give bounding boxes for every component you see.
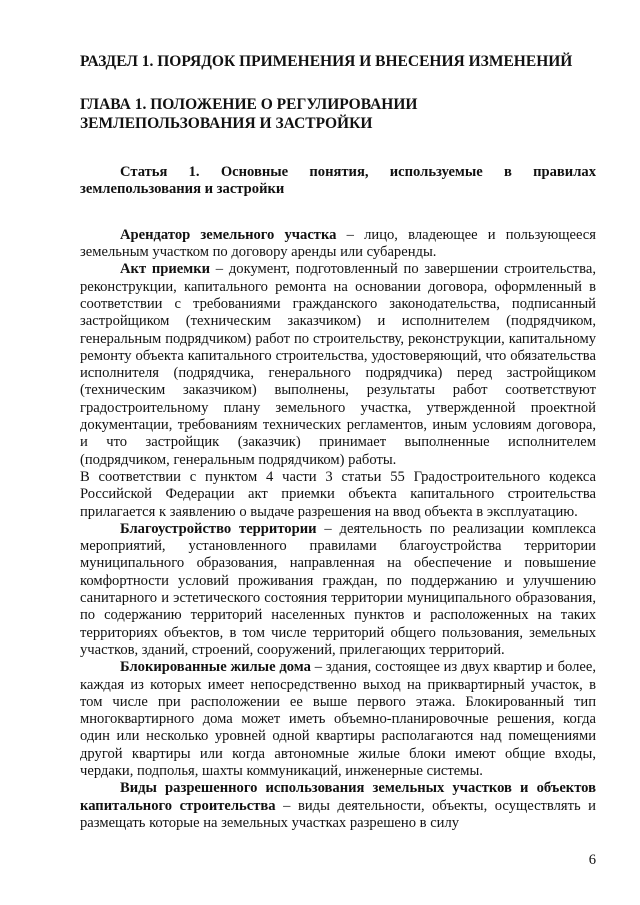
- paragraph-vidy-ispolzovaniya: [80, 780, 596, 832]
- definition-akt-priemki: – документ, подготовленный по завершении строительства, реконструкции, капитального ремонта на основании договора, оформленный в соответствии с требованиями гражданского законодательства, подписанный застройщиком (техническим заказчиком) и исполнителем (подрядчиком, генеральным подрядчиком) работ по строительству, реконструкции, капитальному ремонту объекта капитального строительства, удостоверяющий, что обязательства исполнителя (подрядчика, генерального подрядчика) перед застройщиком (техническим заказчиком) выполнены, результаты работ соответствуют градостроительному плану земельного участка, утвержденной проектной документации, требованиям технических регламентов, иным условиям договора, и что застройщик (заказчик) принимает выполненные исполнителем (подрядчиком, генеральным подрядчиком) работы.: [80, 261, 597, 468]
- definition-blokirovannye-doma: – здания, состоящее из двух квартир и более, каждая из которых имеет непосредственно выход на приквартирный участок, в том числе при расположении ее выше первого этажа. Блокированный тип многоквартирного дома может иметь объемно-планировочные решения, когда один или несколько уровней одной квартиры располагаются над помещениями другой квартиры или когда автономные жилые блоки имеют общие входы, чердаки, подполья, шахты коммуникаций, инженерные системы.: [80, 659, 596, 780]
- definition-arendator: – лицо, владеющее и пользующееся земельным участком по договору аренды или субаренды.: [80, 226, 596, 261]
- section-title: РАЗДЕЛ 1. ПОРЯДОК ПРИМЕНЕНИЯ И ВНЕСЕНИЯ ИЗМЕНЕНИЙ: [80, 53, 573, 70]
- paragraph-akt-priemki: [80, 261, 596, 469]
- definition-blagoustroistvo: – деятельность по реализации комплекса мероприятий, установленного правилами благоустройства территории муниципального образования, направленная на обеспечение и повышение комфортности условий проживания граждан, по поддержанию и улучшению санитарного и эстетического состояния территории муниципального образования, по содержанию территорий населенных пунктов и расположенных на таких территориях объектов, в том числе территорий общего пользования, земельных участков, зданий, строений, сооружений, прилегающих территорий.: [80, 520, 597, 658]
- definition-vidy-ispolzovaniya: – виды деятельности, объекты, осуществлять и размещать которые на земельных участках разрешено в силу: [80, 797, 596, 831]
- term-vidy-ispolzovaniya: Виды разрешенного использования земельных участков и объектов капитального строительства: [80, 780, 596, 814]
- term-arendator: Арендатор земельного участка: [120, 226, 337, 243]
- definition-akt-reference: В соответствии с пунктом 4 части 3 статьи 55 Градостроительного кодекса Российской Федерации акт приемки объекта капитального строительства прилагается к заявлению о выдаче разрешения на ввод объекта в эксплуатацию.: [80, 468, 596, 520]
- paragraph-blokirovannye-doma: [80, 659, 596, 780]
- term-akt-priemki: Акт приемки: [120, 261, 211, 278]
- paragraph-akt-reference: [80, 469, 596, 521]
- article-title: Статья 1. Основные понятия, используемые в правилах землепользования и застройки: [80, 164, 596, 198]
- term-blokirovannye-doma: Блокированные жилые дома: [120, 659, 311, 676]
- page-number: 6: [588, 852, 596, 868]
- paragraph-arendator: [80, 227, 596, 262]
- chapter-title: ГЛАВА 1. ПОЛОЖЕНИЕ О РЕГУЛИРОВАНИИ ЗЕМЛЕПОЛЬЗОВАНИЯ И ЗАСТРОЙКИ: [80, 96, 418, 132]
- paragraph-blagoustroistvo: [80, 521, 596, 659]
- term-blagoustroistvo: Благоустройство территории: [120, 520, 317, 537]
